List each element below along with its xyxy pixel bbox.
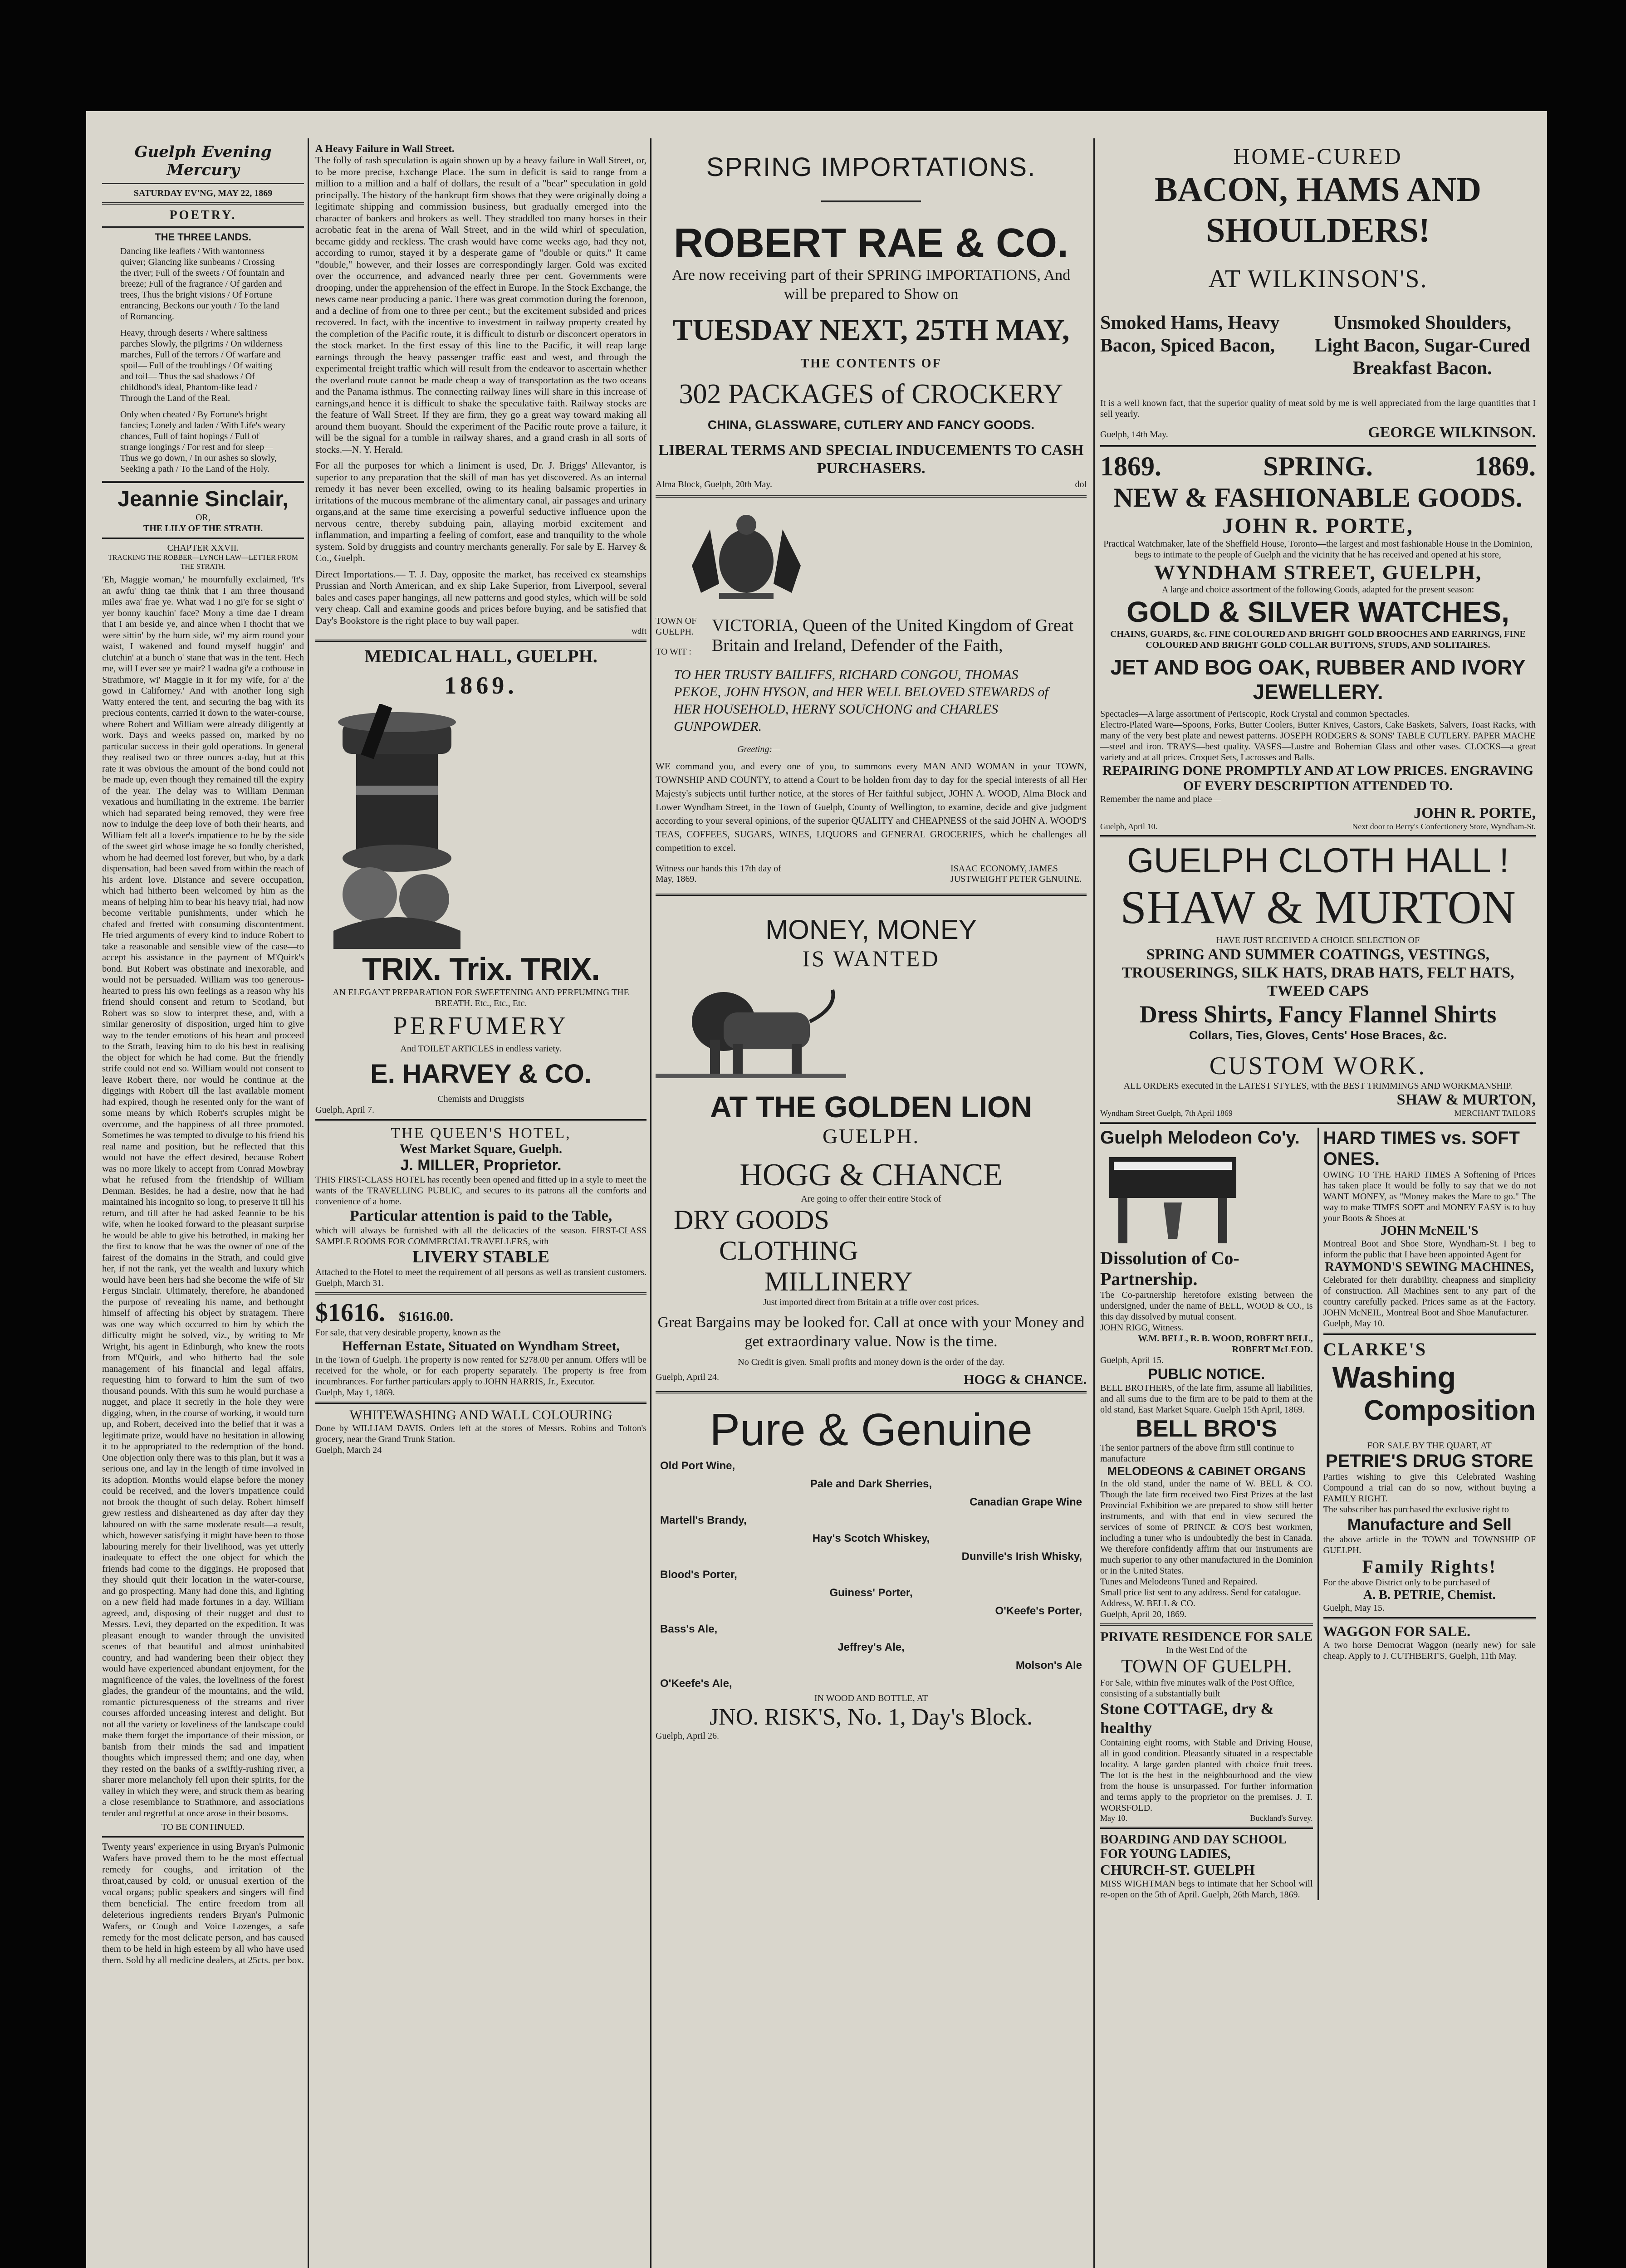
- manufacture-sell: Manufacture and Sell: [1347, 1515, 1512, 1534]
- hogg-credit: No Credit is given. Small profits and money down is the order of the day.: [738, 1357, 1004, 1367]
- whitewashing-date: Guelph, March 24: [315, 1445, 382, 1455]
- shaw-murton-firm: SHAW & MURTON: [1120, 881, 1516, 934]
- harvey-date: Guelph, April 7.: [315, 1105, 374, 1115]
- wine-list-item: Molson's Ale: [1015, 1659, 1082, 1672]
- wine-list: [656, 1457, 1087, 1693]
- cloth-shirts: Dress Shirts, Fancy Flannel Shirts: [1139, 1001, 1497, 1028]
- risk-shop: JNO. RISK'S, No. 1, Day's Block.: [709, 1704, 1033, 1730]
- column-rule: [1093, 138, 1095, 2268]
- spring-importations-text: Are now receiving part of their SPRING IMPORTATIONS, And will be prepared to Show on: [671, 267, 1071, 303]
- wine-list-item: Blood's Porter,: [660, 1569, 737, 1581]
- porte-text: Practical Watchmaker, late of the Sheffield House, Toronto—the largest and most fashionable House in the Dominion, begs to intimate to the people of Guelph and the vicinity that he has received and opened at his store,: [1103, 539, 1533, 560]
- clarke-composition: Composition: [1364, 1395, 1536, 1426]
- custom-work: CUSTOM WORK.: [1209, 1052, 1427, 1080]
- hogg-bargains: Great Bargains may be looked for. Call at once with your Money and get extraordinary value. Now is the time.: [657, 1314, 1085, 1350]
- melodeon-title: Guelph Melodeon Co'y.: [1100, 1128, 1300, 1148]
- bacon-hams-headline: BACON, HAMS AND SHOULDERS!: [1155, 171, 1481, 249]
- melodeon-tuned: Tunes and Melodeons Tuned and Repaired.: [1100, 1577, 1258, 1587]
- raymond-machines: RAYMOND'S SEWING MACHINES,: [1325, 1260, 1534, 1274]
- waggon-text: A two horse Democrat Waggon (nearly new) for sale cheap. Apply to J. CUTHBERT'S, Guelph, 11th May.: [1323, 1640, 1536, 1661]
- golden-lion-icon: [656, 981, 1087, 1080]
- queens-hotel-address: West Market Square, Guelph.: [399, 1142, 563, 1156]
- contents-of: THE CONTENTS OF: [800, 357, 942, 371]
- clarke-text: Parties wishing to give this Celebrated Washing Compound a trial can do so now, without buying a FAMILY RIGHT.: [1323, 1472, 1536, 1504]
- queens-hotel-text2: which will always be furnished with all the delicacies of the season. FIRST-CLASS SAMPLE ROOMS FOR COMMERCIAL TRAVELLERS, with: [315, 1226, 646, 1246]
- porte-year-left: 1869.: [1100, 451, 1161, 481]
- millinery: MILLINERY: [764, 1266, 913, 1296]
- private-residence-text3: Containing eight rooms, with Stable and Driving House, all in good condition. Pleasantly situated in a respectable locality. A large garden planted with choice fruit trees. The lot is the best in the neighbourhood and the view from the house is unsurpassed. For further information and terms apply to the proprietor on the premises. J. T. WORSFOLD.: [1100, 1738, 1313, 1813]
- column-rule: [650, 138, 651, 2268]
- wine-list-item: Canadian Grape Wine: [970, 1496, 1082, 1508]
- golden-lion-town: GUELPH.: [823, 1124, 920, 1148]
- queens-hotel-text3: Attached to the Hotel to meet the requirement of all persons as well as transient customers. Guelph, March 31.: [315, 1267, 646, 1288]
- wilkinson-name: GEORGE WILKINSON.: [1368, 424, 1536, 441]
- wine-list-item: O'Keefe's Porter,: [995, 1605, 1082, 1617]
- column-2: [315, 143, 646, 2268]
- melodeon-column: [1100, 1128, 1319, 1900]
- porte-jewellery: JET AND BOG OAK, RUBBER AND IVORY JEWELLERY.: [1110, 655, 1526, 704]
- porte-watches: GOLD & SILVER WATCHES,: [1126, 596, 1509, 628]
- queens-hotel-proprietor: J. MILLER, Proprietor.: [400, 1157, 562, 1174]
- mortar-pestle-illustration: [315, 704, 646, 949]
- melodeon-names: W.M. BELL, R. B. WOOD, ROBERT BELL, ROBERT McLEOD.: [1138, 1334, 1313, 1354]
- wine-list-item: Old Port Wine,: [660, 1460, 735, 1472]
- column-3: [656, 143, 1087, 2268]
- perfumery-heading: PERFUMERY: [393, 1012, 569, 1040]
- pulmonic-notice: Twenty years' experience in using Bryan's Pulmonic Wafers have proved them to be the most effectual remedy for coughs, and irritation of the throat,caused by cold, or unusual exertion of the vocal organs; public speakers and singers will find them beneficial. The entire freedom from all deleterious ingredients renders Bryan's Pulmonic Wafers, or Cough and Voice Lozenges, a safe remedy for the most delicate person, and has caused them to be held in high esteem by all who have used them. Sold by all medicine dealers, at 25cts. per box.: [102, 1841, 304, 1965]
- boarding-title: BOARDING AND DAY SCHOOL FOR YOUNG LADIES,: [1100, 1833, 1286, 1861]
- robert-rae-code: dol: [1075, 479, 1087, 489]
- private-residence-date: May 10.: [1100, 1813, 1127, 1823]
- livery-stable: LIVERY STABLE: [412, 1247, 549, 1266]
- wine-list-item: O'Keefe's Ale,: [660, 1677, 732, 1690]
- china-glassware: CHINA, GLASSWARE, CUTLERY AND FANCY GOODS.: [707, 418, 1035, 432]
- waggon-title: WAGGON FOR SALE.: [1323, 1623, 1470, 1639]
- proclamation-wit: TO WIT :: [656, 647, 691, 657]
- porte-electro: Electro-Plated Ware—Spoons, Forks, Butter Coolers, Butter Knives, Castors, Cake Baskets, Salvers, Toast Racks, with many of the very best plate and newest patterns. JOSEPH RODGERS & SONS' TABLE CUTLERY. PAPER MACHE—steel and iron. TRAYS—best quality. VASES—Lustre and Bohemian Glass and other vases. CLOCKS—a great variety and at all prices. Croquet Sets, Lacrosses and Balls.: [1100, 720, 1536, 763]
- porte-next: Next door to Berry's Confectionery Store, Wyndham-St.: [1352, 822, 1536, 831]
- masthead-title: Guelph Evening Mercury: [134, 143, 272, 179]
- porte-street: WYNDHAM STREET, GUELPH,: [1154, 561, 1482, 584]
- hogg-offer: Are going to offer their entire Stock of: [801, 1194, 941, 1204]
- cloth-received: HAVE JUST RECEIVED A CHOICE SELECTION OF: [1216, 935, 1420, 945]
- home-cured: HOME-CURED: [1233, 143, 1403, 169]
- porte-remember: Remember the name and place—: [1100, 794, 1221, 804]
- melodeon-date2: Guelph, April 20, 1869.: [1100, 1609, 1186, 1619]
- medical-hall-title: MEDICAL HALL, GUELPH.: [364, 646, 598, 666]
- risk-date: Guelph, April 26.: [656, 1731, 719, 1741]
- proclamation-bailiffs: TO HER TRUSTY BAILIFFS, RICHARD CONGOU, THOMAS PEKOE, JOHN HYSON, and HER WELL BELOVED STEWARDS of HER HOUSEHOLD, HERNY SOUCHONG and CHARLES GUNPOWDER.: [674, 667, 1048, 734]
- serial-text: 'Eh, Maggie woman,' he mournfully exclaimed, 'It's an awfu' thing tae think that I am three thousand miles awa' frae ye. What wad I no gi'e for se sight o' yer bonny kauchin' face? Mony a time dae I dream that I am beside ye, and aince when I thocht that we were sittin' by the burn side, wi' my airm round your waist, I wakened and found myself huggin' and clutchin' at a bunch o' stane that was in the tent. Hech me, will I ever see ye mair? I wadna gi'e a cotbouse in Strathmore, wi' Maggie in it for my wife, for a' the gowd in Californey.' And with another long sigh Watty entered the tent, and securing the bag with its precious contents, carried it down to the water-course, where Robert and William were already diligently at work. Days and weeks passed on, marked by no particular success in their gold operations. In general they realised two or three ounces a-day, but at this rate it was obvious the amount of the bond could not be made up, even though they remained till the expiry of the year. The delay was to William Denman vexatious and humiliating in the extreme. The barrier which had separated being removed, they were free now to indulge the deep love of both their hearts, and William felt all a lover's impatience to be by the side of the sweet girl whose image he so fondly cherished, whom he had deemed lost forever, but who, by a dark dispensation, had been saved from within the reach of his ardent love. Distance and severe occupation, which had hitherto been welcomed by him as the means of helping him to bear his heavy trial, had now become veritable punishments, under which he chafed and fretted with consuming discontentment. He tried arguments of every kind to induce Robert to take a reasonable and sensible view of the case—to accept his assistance in the payment of M'Quirk's bond. But Robert was obstinate and inexorable, and would not be persuaded. William was too generous-hearted to press his own feelings as a reason why his friend should consent and return to Scotland, but Robert was so slow to interpret these, and, with a similar generosity of disposition, urged him to give way to the tender emotions of his heart and proceed to the Strath, leaving him to do his best in realising the object for which he had come. But the friendly strife could not end so. William would not consent to leave Robert there, nor would he continue at the diggings with Robert till the last available moment had expired, though he resented only for the want of some means by which Robert's scruples might be overcome, and the happiness of all three promoted. Sometimes he was tempted to divulge to his friend his real name and position, but he reflected that this would not have the effect desired, because Robert was no more likely to accept from Conrad Mowbray what he refused from the friendship of William Denman. Besides, he had a desire, now that he had maintained his incognito so long, to preserve it till his return, and till after he had asked Jeannie to be his wife, when he looked forward to the pleasant surprise he would be able to give his betrothed, in making her the first to know that he was the owner of one of the fairest of the domains in the Strath, and could give her, if not the rank, yet the wealth and luxury which would have been hers had she become the wife of Sir Fergus Sinclair. Ultimately, therefore, he abandoned the purpose of revealing his name, and bethought himself of affecting his object by stratagem. There was one way which occurred to him by which the difficulty might be solved, viz., by writing to Mr Wright, his agent in Edinburgh, who knew the roots from M'Quirk, and who hitherto had the sole management of his financial and legal affairs, requesting him to forward to him the sum of two thousand pounds. With this sum he would purchase a nugget, and place it secretly in the hole they were digging, when, in the course of working, it would turn up, and Robert, deceived into the belief that it was a legitimate prize, would have no hesitation in allowing it to be appropriated to the redemption of the bond. One objection only there was to this plan, but it was a serious one, and lay in the length of time involved in its adoption. Months would elapse before the money could be received, and the lover's impatience could not brook the thought of such delay. Robert himself grew restless and disheartened as day after day they laboured on with the same moderate result—a result, which, however satisfying it might have been to those labouring merely for their livelihood, was yet utterly inadequate to effect the one object for which the friends had come to the diggings. He proposed that they should quit their location in the water-course, and go prospecting. Many had done this, and lighting on a new field had made fortunes in a day. William agreed, and, disposing of their nugget and dust to Messrs. Levi, they departed on the expedition. It was pleasant enough to wander through the unvisited scenes of that beautiful and almost uninhabited country, and had wandering been their object they would have experienced abundant enjoyment, for the magnificence of the vales, the loveliness of the forest glades, the grandeur of the mountains, and the wild, romantic picturesqueness of the streams and river courses afforded unceasing interest and delight. But not all the variety or loveliness of the landscape could make them forget the importance of their mission, or banish from their minds the sad and impatient thoughts which impressed them; and one day, when they rested on the banks of a swiftly-rushing river, a sharer more melancholy fell upon their spirits, for the valley in which they were, and struck them as bearing a close resemblance to Strathmore, and associations tender and regretful at once arose in their bosoms.: [102, 575, 304, 1818]
- clarke-text2: The subscriber has purchased the exclusive right to: [1323, 1505, 1509, 1515]
- wall-street-title: A Heavy Failure in Wall Street.: [315, 143, 455, 154]
- clarke-title: CLARKE'S: [1323, 1339, 1427, 1359]
- harvey-role: Chemists and Druggists: [437, 1094, 524, 1104]
- heffernan-price-small: $1616.00.: [399, 1309, 453, 1324]
- cloth-goods: SPRING AND SUMMER COATINGS, VESTINGS, TROUSERINGS, SILK HATS, DRAB HATS, FELT HATS, TWEED CAPS: [1122, 946, 1514, 999]
- column-rule: [308, 138, 309, 2268]
- cloth-orders: ALL ORDERS executed in the LATEST STYLES, with the BEST TRIMMINGS AND WORKMANSHIP.: [1123, 1081, 1513, 1091]
- whitewashing-text: Done by WILLIAM DAVIS. Orders left at the stores of Messrs. Robins and Tolton's grocery, near the Grand Trunk Station.: [315, 1423, 646, 1444]
- porte-name: JOHN R. PORTE,: [1222, 514, 1414, 538]
- clarke-text4: For the above District only to be purchased of: [1323, 1578, 1490, 1588]
- proclamation-text: WE command you, and every one of you, to summons every MAN AND WOMAN in your TOWN, TOWNSHIP AND COUNTY, to attend a Court to be holden from day to day for the special interests of all Her Majesty's subjects until further notice, at the stores of Her faithful subject, JOHN A. WOOD, Alma Block and Lower Wyndham Street, in the Town of Guelph, County of Wellington, to examine, decide and give judgment according to your several opinions, of the superior QUALITY and CHEAPNESS of the said JOHN A. WOOD'S TEAS, COFFEES, SUGARS, WINES, LIQUORS and GENERAL GROCERIES, which he challenges all competition to excel.: [656, 761, 1087, 853]
- wilkinson-date: Guelph, 14th May.: [1100, 430, 1168, 440]
- porte-date: Guelph, April 10.: [1100, 822, 1157, 831]
- direct-importations-code: wdft: [632, 626, 646, 635]
- wilkinson-text: It is a well known fact, that the superior quality of meat sold by me is well appreciated from the large quantities that I sell yearly.: [1100, 398, 1536, 419]
- melodeon-text4: In the old stand, under the name of W. BELL & CO. Though the late firm received two First Prizes at the last Provincial Exhibition we are prepared to show still better instruments, and with that end in view secured the services of some of PRINCE & CO'S best workmen, including a tuner who is undoubtedly the best in Canada. We therefore confidently affirm that our instruments are much superior to any other manufactured in the Dominion or in the United States.: [1100, 1479, 1313, 1576]
- wall-street-text: The folly of rash speculation is again shown up by a heavy failure in Wall Street, or, to be more precise, Exchange Place. The sum in deficit is said to range from a million to a million and a half of dollars, the result of a "bear" speculation in gold principally. The history of the bankrupt firm shows that they were originally doing a legitimate shipping and commission business, but gradually emerged into the character of bankers and brokers as well. They straddled too many horses in their acrobatic feat in the arena of Wall Street, and in the wild whirl of speculation, became giddy and reckless. The crash would have come weeks ago, had they not, according to rumor, stayed it by a desperate game of "double or quits." It came "double," however, and their losses are correspondingly larger. Gold was excited over the occurrence, and advanced nearly three per cent. Governments were drooping, under the apprehension of the effect in Europe. In the Stock Exchange, the news came near producing a panic. There was great commotion during the forenoon, and a decline of from one to three per cent.; but the excitement subsided and prices recovered. In fact, with the incentive to investment in railway property created by the completion of the Pacific route, it is difficult to disturb or disconcert operators in the stock market. In the first essay of this line to the Pacific, it will reap large earnings through the heavy passenger traffic east and west, and through the experimental freight traffic which will result from the endeavor to ascertain whether the overland route cannot be made cheap a way of transportation as the two oceans and the Panama isthmus. The connecting railway lines will share in this increase of earnings,and hence it is difficult to shake the speculative faith. Railway stocks are the feature of Wall Street. If they are firm, they go a great way toward making all around them buoyant. Should the experiment of the Pacific route prove a failure, it will be the signal for a tumble in railway shares, and a grand crash in all sorts of stocks.—N. Y. Herald.: [315, 155, 646, 455]
- petrie-store: PETRIE'S DRUG STORE: [1325, 1451, 1533, 1471]
- packages-crockery: 302 PACKAGES of CROCKERY: [679, 379, 1063, 410]
- pure-genuine-title: Pure & Genuine: [710, 1404, 1033, 1455]
- hard-times-title: HARD TIMES vs. SOFT ONES.: [1323, 1128, 1520, 1169]
- money-money: MONEY, MONEY: [765, 914, 977, 945]
- mcneil-name: JOHN McNEIL'S: [1381, 1224, 1479, 1238]
- stone-cottage: Stone COTTAGE, dry & healthy: [1100, 1700, 1274, 1737]
- melodeon-text2: BELL BROTHERS, of the late firm, assume all liabilities, and all sums due to the firm are to be paid to them at the old stand, East Market Square. Guelph 15th April, 1869.: [1100, 1383, 1313, 1415]
- boarding-street: CHURCH-ST. GUELPH: [1100, 1862, 1255, 1878]
- porte-headline: NEW & FASHIONABLE GOODS.: [1113, 483, 1523, 513]
- wine-list-item: Jeffrey's Ale,: [837, 1641, 905, 1653]
- wine-list-item: Pale and Dark Sherries,: [810, 1478, 932, 1490]
- porte-spring: SPRING.: [1263, 451, 1373, 481]
- queens-hotel-title: THE QUEEN'S HOTEL,: [391, 1125, 571, 1142]
- column-4: [1100, 143, 1536, 2268]
- heffernan-price: $1616.: [315, 1299, 385, 1327]
- private-residence-text: In the West End of the: [1166, 1645, 1247, 1655]
- cloth-date: Wyndham Street Guelph, 7th April 1869: [1100, 1109, 1233, 1118]
- porte-name2: JOHN R. PORTE,: [1414, 805, 1536, 821]
- dry-goods: DRY GOODS: [674, 1205, 829, 1235]
- trix-description: AN ELEGANT PREPARATION FOR SWEETENING AND PERFUMING THE BREATH. Etc., Etc., Etc.: [333, 987, 629, 1008]
- hard-times-text2: Montreal Boot and Shoe Store, Wyndham-St. I beg to inform the public that I have been appointed Agent for: [1323, 1239, 1536, 1260]
- spring-importations-title: SPRING IMPORTATIONS.: [706, 152, 1036, 182]
- private-residence-text2: For Sale, within five minutes walk of the Post Office, consisting of a substantially built: [1100, 1678, 1294, 1699]
- tuesday-next: TUESDAY NEXT, 25TH MAY,: [672, 313, 1070, 347]
- cloth-firm2: SHAW & MURTON,: [1396, 1091, 1536, 1108]
- hogg-chance-firm: HOGG & CHANCE: [740, 1158, 1003, 1193]
- masthead-date: SATURDAY EV'NG, MAY 22, 1869: [133, 188, 273, 198]
- poem-stanza: Dancing like leaflets / With wantonness quiver; Glancing like sunbeams / Crossing the river; Full of the sweets / Of fountain and breeze; Full of the fragrance / Of garden and trees, Thus the bright visions / Of Fortune entrancing, Beckons our youth / To the land of Romancing.: [120, 246, 284, 322]
- porte-year-right: 1869.: [1474, 451, 1536, 481]
- porte-spectacles: Spectacles—A large assortment of Periscopic, Rock Crystal and common Spectacles.: [1100, 709, 1410, 719]
- proclamation-town: TOWN OF GUELPH.: [656, 616, 697, 637]
- poem-stanza: Only when cheated / By Fortune's bright fancies; Lonely and laden / With Life's weary chances, Full of faint hopings / Full of strange longings / For rest and for sleep— Thus we go down, / In our ashes so slowly, Seeking a path / To the Land of the Holy.: [120, 410, 285, 474]
- whitewashing-title: WHITEWASHING AND WALL COLOURING: [349, 1408, 612, 1422]
- private-residence-title: PRIVATE RESIDENCE FOR SALE: [1100, 1629, 1313, 1644]
- hogg-date: Guelph, April 24.: [656, 1372, 719, 1382]
- toilet-articles: And TOILET ARTICLES in endless variety.: [400, 1044, 562, 1054]
- queens-hotel-text: THIS FIRST-CLASS HOTEL has recently been opened and fitted up in a style to meet the wants of the TRAVELLING PUBLIC, and secures to its patrons all the comforts and convenience of a home.: [315, 1175, 646, 1207]
- cloth-hall-title: GUELPH CLOTH HALL !: [1127, 841, 1509, 880]
- porte-chains: CHAINS, GUARDS, &c. FINE COLOURED AND BRIGHT GOLD BROOCHES AND EARRINGS, FINE COLOURED AND BRIGHT GOLD COLLAR BUTTONS, STUDS, AND SOLITAIRES.: [1110, 629, 1526, 650]
- cloth-collars: Collars, Ties, Gloves, Cents' Hose Braces, &c.: [1189, 1028, 1447, 1042]
- chapter-description: TRACKING THE ROBBER—LYNCH LAW—LETTER FROM THE STRATH.: [108, 554, 299, 571]
- private-residence-town: TOWN OF GUELPH.: [1121, 1656, 1292, 1677]
- royal-coat-of-arms-icon: [656, 511, 1087, 602]
- private-residence-survey: Buckland's Survey.: [1250, 1813, 1313, 1823]
- wood-bottle: IN WOOD AND BOTTLE, AT: [814, 1693, 928, 1703]
- melodeon-date: Guelph, April 15.: [1100, 1355, 1164, 1365]
- hard-times-text3: Celebrated for their durability, cheapness and simplicity of construction. All Machines sent to any part of the country carefully packed. Prices same as at the Factory. JOHN McNEIL, Montreal Boot and Shoe Manufacturer.: [1323, 1275, 1536, 1318]
- hogg-firm-signature: HOGG & CHANCE.: [964, 1372, 1087, 1387]
- hogg-imported: Just imported direct from Britain at a trifle over cost prices.: [763, 1297, 979, 1307]
- bell-bros: BELL BRO'S: [1136, 1416, 1278, 1442]
- petrie-name: A. B. PETRIE, Chemist.: [1363, 1588, 1496, 1602]
- medical-hall-year: 1869.: [444, 672, 518, 699]
- melodeon-witness: JOHN RIGG, Witness.: [1100, 1323, 1184, 1333]
- serial-continued: TO BE CONTINUED.: [161, 1822, 245, 1832]
- melodeon-text3: The senior partners of the above firm still continue to manufacture: [1100, 1443, 1294, 1464]
- serial-subtitle: THE LILY OF THE STRATH.: [143, 523, 263, 533]
- trix-headline: TRIX. Trix. TRIX.: [362, 951, 600, 987]
- hard-times-date: Guelph, May 10.: [1323, 1319, 1385, 1329]
- serial-or: OR,: [196, 513, 211, 523]
- chapter-number: CHAPTER XXVII.: [167, 543, 239, 553]
- at-golden-lion: AT THE GOLDEN LION: [710, 1090, 1033, 1124]
- wine-list-item: Hay's Scotch Whiskey,: [812, 1532, 930, 1545]
- public-notice: PUBLIC NOTICE.: [1148, 1366, 1265, 1382]
- porte-repairing: REPAIRING DONE PROMPTLY AND AT LOW PRICES. ENGRAVING OF EVERY DESCRIPTION ATTENDED TO.: [1102, 763, 1534, 793]
- melodeon-icon: [1100, 1148, 1313, 1248]
- direct-importations: Direct Importations.— T. J. Day, opposite the market, has received ex steamships Prussian and North American, and ex ship Lake Superior, from Liverpool, several bales and cases paper hangings, all new patterns and good styles, which will be sold very cheap. Call and examine goods and prices before buying, and be satisfied that Day's Bookstore is the right place to buy wall paper.: [315, 568, 646, 626]
- melodeon-address: Address, W. BELL & CO.: [1100, 1598, 1195, 1608]
- robert-rae-address: Alma Block, Guelph, 20th May.: [656, 479, 773, 489]
- poem-stanza: Heavy, through deserts / Where saltiness parches Slowly, the pilgrims / On wilderness marches, Full of the terrors / Of warfare and spoil— Full of the troublings / Of waiting and toil— Thus the sad shadows / Of childhood's ideal, Phantom-like lead / Through the Land of the Real.: [120, 328, 283, 403]
- robert-rae-firm: ROBERT RAE & CO.: [673, 220, 1069, 266]
- clarke-date: Guelph, May 15.: [1323, 1603, 1385, 1613]
- proclamation-greeting: Greeting:—: [737, 744, 780, 754]
- proclamation-witness: Witness our hands this 17th day of May, 1869.: [656, 864, 781, 884]
- clarke-sale: FOR SALE BY THE QUART, AT: [1367, 1441, 1492, 1451]
- wine-list-item: Guiness' Porter,: [829, 1587, 913, 1599]
- column-1: [102, 143, 304, 2268]
- serial-title: Jeannie Sinclair,: [118, 487, 289, 511]
- boarding-text: MISS WIGHTMAN begs to intimate that her School will re-open on the 5th of April. Guelph, 26th March, 1869.: [1100, 1879, 1313, 1900]
- heffernan-title: Heffernan Estate, Situated on Wyndham Street,: [342, 1339, 620, 1354]
- poetry-heading: POETRY.: [169, 208, 237, 222]
- clarke-washing: Washing: [1332, 1360, 1456, 1394]
- queens-hotel-attention: Particular attention is paid to the Table,: [349, 1207, 612, 1224]
- at-wilkinsons: AT WILKINSON'S.: [1208, 265, 1428, 293]
- wilkinson-left: Smoked Hams, Heavy Bacon, Spiced Bacon,: [1100, 313, 1280, 356]
- liberal-terms: LIBERAL TERMS AND SPECIAL INDUCEMENTS TO CASH PURCHASERS.: [658, 442, 1084, 477]
- porte-text2: A large and choice assortment of the following Goods, adapted for the present season:: [1161, 585, 1474, 595]
- proclamation-signers: ISAAC ECONOMY, JAMES JUSTWEIGHT PETER GENUINE.: [950, 864, 1082, 884]
- dissolution-title: Dissolution of Co-Partnership.: [1100, 1248, 1239, 1289]
- poem-title: THE THREE LANDS.: [155, 231, 251, 243]
- clarke-text3: the above article in the TOWN and TOWNSHIP OF GUELPH.: [1323, 1535, 1536, 1555]
- heffernan-text2: In the Town of Guelph. The property is now rented for $278.00 per annum. Offers will be received for the whole, or for each property separately. The property is free from incumbrances. For further particulars apply to JOHN HARRIS, Jr., Executor.: [315, 1355, 646, 1387]
- hard-times-text: OWING TO THE HARD TIMES A Softening of Prices has taken place It would be folly to say that we do not WANT MONEY, as "Money makes the Mare to go." The way to make TIMES SOFT and MONEY EASY is to buy your Boots & Shoes at: [1323, 1170, 1536, 1223]
- wine-list-item: Martell's Brandy,: [660, 1514, 747, 1526]
- allevantor-notice: For all the purposes for which a liniment is used, Dr. J. Briggs' Allevantor, is superior to any preparation that the skill of man has yet discovered. As an internal remedy it has never been excelled, owing to its healing balsamic properties in irritations of the mucous membrane of the alimentary canal, air passages and urinary organs,and at the same time exercising a powerful seductive influence upon the nervous centre, thereby subduing pain, allaying morbid excitement and inflammation, and imparting a feeling of comfort, ease and tranquility to the whole system. Sold by druggists and country merchants generally. For sale by E. Harvey & Co., Guelph.: [315, 460, 646, 563]
- melodeon-text: The Co-partnership heretofore existing between the undersigned, under the name of BELL, WOOD & CO., is this day dissolved by mutual consent.: [1100, 1290, 1313, 1322]
- family-rights: Family Rights!: [1362, 1556, 1497, 1577]
- proclamation-victoria: VICTORIA, Queen of the United Kingdom of Great Britain and Ireland, Defender of the Faith,: [712, 616, 1074, 655]
- wine-list-item: Dunville's Irish Whisky,: [961, 1550, 1082, 1563]
- harvey-firm: E. HARVEY & CO.: [370, 1059, 592, 1089]
- clothing: CLOTHING: [719, 1236, 858, 1266]
- melodeon-list: Small price list sent to any address. Send for catalogue.: [1100, 1588, 1301, 1598]
- heffernan-text: For sale, that very desirable property, known as the: [315, 1328, 501, 1338]
- is-wanted: IS WANTED: [802, 946, 940, 971]
- hard-times-column: [1323, 1128, 1536, 1900]
- newspaper-page: [86, 111, 1547, 2268]
- wilkinson-right: Unsmoked Shoulders, Light Bacon, Sugar-Cured Breakfast Bacon.: [1314, 313, 1530, 379]
- wine-list-item: Bass's Ale,: [660, 1623, 718, 1635]
- melodeons-organs: MELODEONS & CABINET ORGANS: [1107, 1464, 1306, 1478]
- heffernan-date: Guelph, May 1, 1869.: [315, 1388, 395, 1398]
- cloth-role: MERCHANT TAILORS: [1454, 1109, 1536, 1118]
